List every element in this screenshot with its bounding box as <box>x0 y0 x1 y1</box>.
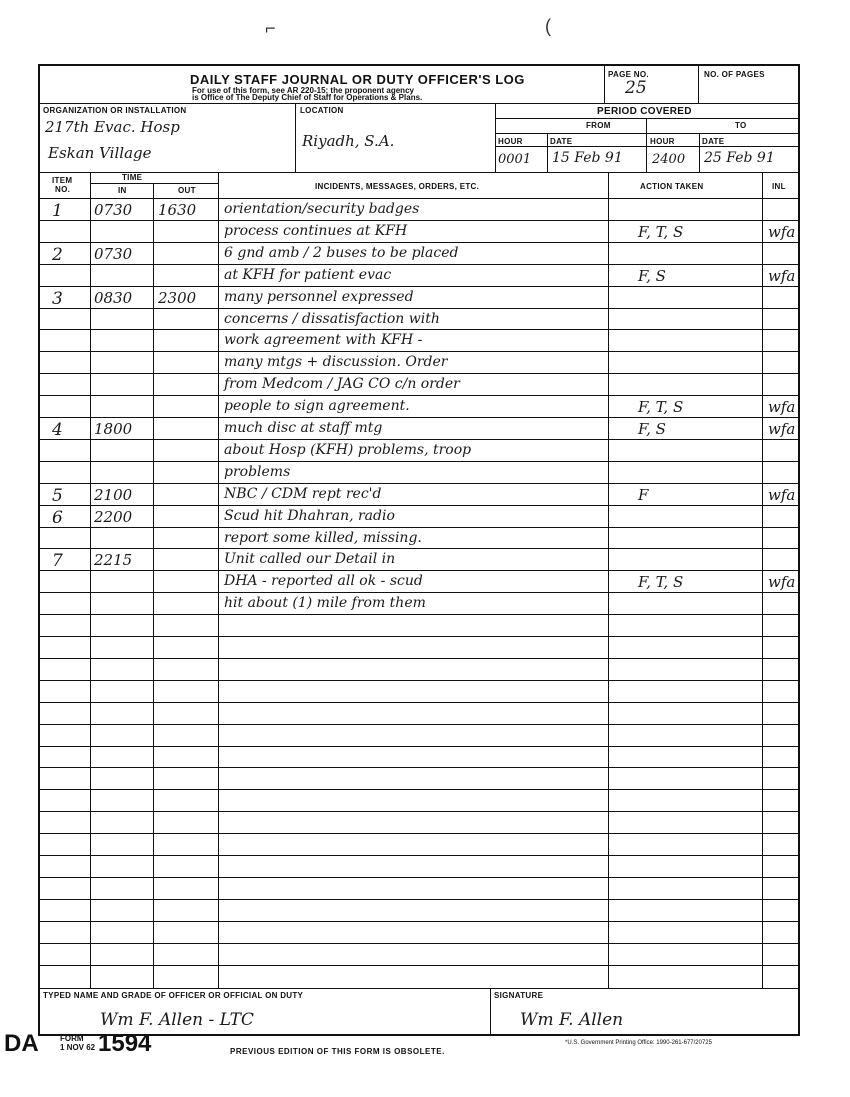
from-label: FROM <box>586 121 611 130</box>
row-action-taken: F, T, S <box>638 398 684 416</box>
row-item-no: 5 <box>52 486 63 506</box>
row-incident-text: 6 gnd amb / 2 buses to be placed <box>224 245 459 261</box>
row-initials: wfa <box>768 223 796 241</box>
form-title: DAILY STAFF JOURNAL OR DUTY OFFICER'S LOG <box>190 72 525 87</box>
to-date-label: DATE <box>702 137 725 146</box>
row-initials: wfa <box>768 573 796 591</box>
typed-name-value: Wm F. Allen - LTC <box>100 1010 254 1030</box>
item-label: ITEM <box>52 176 73 185</box>
form-subtitle: is Office of The Deputy Chief of Staff for Operations & Plans. <box>192 93 423 102</box>
to-hour-label: HOUR <box>650 137 675 146</box>
row-incident-text: much disc at staff mtg <box>224 420 383 436</box>
row-incident-text: about Hosp (KFH) problems, troop <box>224 442 472 458</box>
row-time-in: 1800 <box>94 420 133 438</box>
row-item-no: 3 <box>52 289 63 309</box>
row-time-in: 2215 <box>94 551 133 569</box>
period-covered-label: PERIOD COVERED <box>597 106 692 117</box>
incidents-label: INCIDENTS, MESSAGES, ORDERS, ETC. <box>315 182 480 191</box>
footer-da: DA <box>4 1030 39 1057</box>
from-date-label: DATE <box>550 137 573 146</box>
row-time-in: 0730 <box>94 201 133 219</box>
time-in-label: IN <box>118 186 127 195</box>
previous-edition-note: PREVIOUS EDITION OF THIS FORM IS OBSOLETE. <box>230 1047 445 1056</box>
from-hour-label: HOUR <box>498 137 523 146</box>
footer-form-number: 1594 <box>98 1030 152 1057</box>
row-incident-text: orientation/security badges <box>224 201 420 217</box>
org-label: ORGANIZATION OR INSTALLATION <box>43 106 187 115</box>
page-no-value: 25 <box>625 78 647 98</box>
row-incident-text: from Medcom / JAG CO c/n order <box>224 376 460 392</box>
from-hour-value: 0001 <box>498 152 532 167</box>
item-no-label: NO. <box>55 185 71 194</box>
org-line-1: 217th Evac. Hosp <box>45 118 180 136</box>
signature-value: Wm F. Allen <box>520 1010 624 1030</box>
time-label: TIME <box>122 173 143 182</box>
inl-label: INL <box>772 182 786 191</box>
location-value: Riyadh, S.A. <box>302 132 395 150</box>
row-item-no: 7 <box>52 551 63 571</box>
row-time-in: 0830 <box>94 289 133 307</box>
row-incident-text: Unit called our Detail in <box>224 551 396 567</box>
from-date-value: 15 Feb 91 <box>552 150 623 166</box>
row-time-in: 2200 <box>94 508 133 526</box>
signature-label: SIGNATURE <box>494 991 544 1000</box>
no-of-pages-label: NO. OF PAGES <box>704 70 765 79</box>
row-time-in: 0730 <box>94 245 133 263</box>
row-time-in: 2100 <box>94 486 133 504</box>
action-taken-label: ACTION TAKEN <box>640 182 704 191</box>
duty-log-form <box>38 64 800 1036</box>
row-item-no: 2 <box>52 245 63 265</box>
row-incident-text: work agreement with KFH - <box>224 332 423 348</box>
row-time-out: 1630 <box>158 201 197 219</box>
row-incident-text: problems <box>224 464 291 480</box>
to-date-value: 25 Feb 91 <box>704 150 775 166</box>
row-incident-text: hit about (1) mile from them <box>224 595 426 611</box>
row-initials: wfa <box>768 398 796 416</box>
row-time-out: 2300 <box>158 289 197 307</box>
to-label: TO <box>735 121 747 130</box>
row-item-no: 4 <box>52 420 63 440</box>
row-initials: wfa <box>768 486 796 504</box>
gpo-note: *U.S. Government Printing Office: 1990-261-677/20725 <box>565 1040 712 1046</box>
row-incident-text: many personnel expressed <box>224 289 414 305</box>
typed-name-label: TYPED NAME AND GRADE OF OFFICER OR OFFICIAL ON DUTY <box>43 991 304 1000</box>
time-out-label: OUT <box>178 186 196 195</box>
stray-mark: ⌐ <box>265 18 276 38</box>
row-incident-text: NBC / CDM rept rec'd <box>224 486 382 502</box>
row-item-no: 6 <box>52 508 63 528</box>
row-incident-text: at KFH for patient evac <box>224 267 392 283</box>
footer-form-label: FORM 1 NOV 62 <box>60 1034 96 1052</box>
row-incident-text: DHA - reported all ok - scud <box>224 573 423 589</box>
row-action-taken: F <box>638 486 649 504</box>
row-incident-text: process continues at KFH <box>224 223 408 239</box>
row-action-taken: F, S <box>638 420 666 438</box>
row-incident-text: report some killed, missing. <box>224 530 422 546</box>
org-line-2: Eskan Village <box>48 144 152 162</box>
row-incident-text: Scud hit Dhahran, radio <box>224 508 395 524</box>
row-incident-text: many mtgs + discussion. Order <box>224 354 448 370</box>
row-initials: wfa <box>768 420 796 438</box>
row-action-taken: F, T, S <box>638 223 684 241</box>
location-label: LOCATION <box>300 106 344 115</box>
row-action-taken: F, T, S <box>638 573 684 591</box>
row-incident-text: concerns / dissatisfaction with <box>224 311 440 327</box>
row-initials: wfa <box>768 267 796 285</box>
row-incident-text: people to sign agreement. <box>224 398 410 414</box>
form-subtitle: For use of this form, see AR 220-15; the proponent agency <box>192 86 414 95</box>
row-action-taken: F, S <box>638 267 666 285</box>
stray-mark: ( <box>545 16 551 36</box>
to-hour-value: 2400 <box>652 152 686 167</box>
row-item-no: 1 <box>52 201 63 221</box>
page-no-label: PAGE NO. <box>608 70 649 79</box>
